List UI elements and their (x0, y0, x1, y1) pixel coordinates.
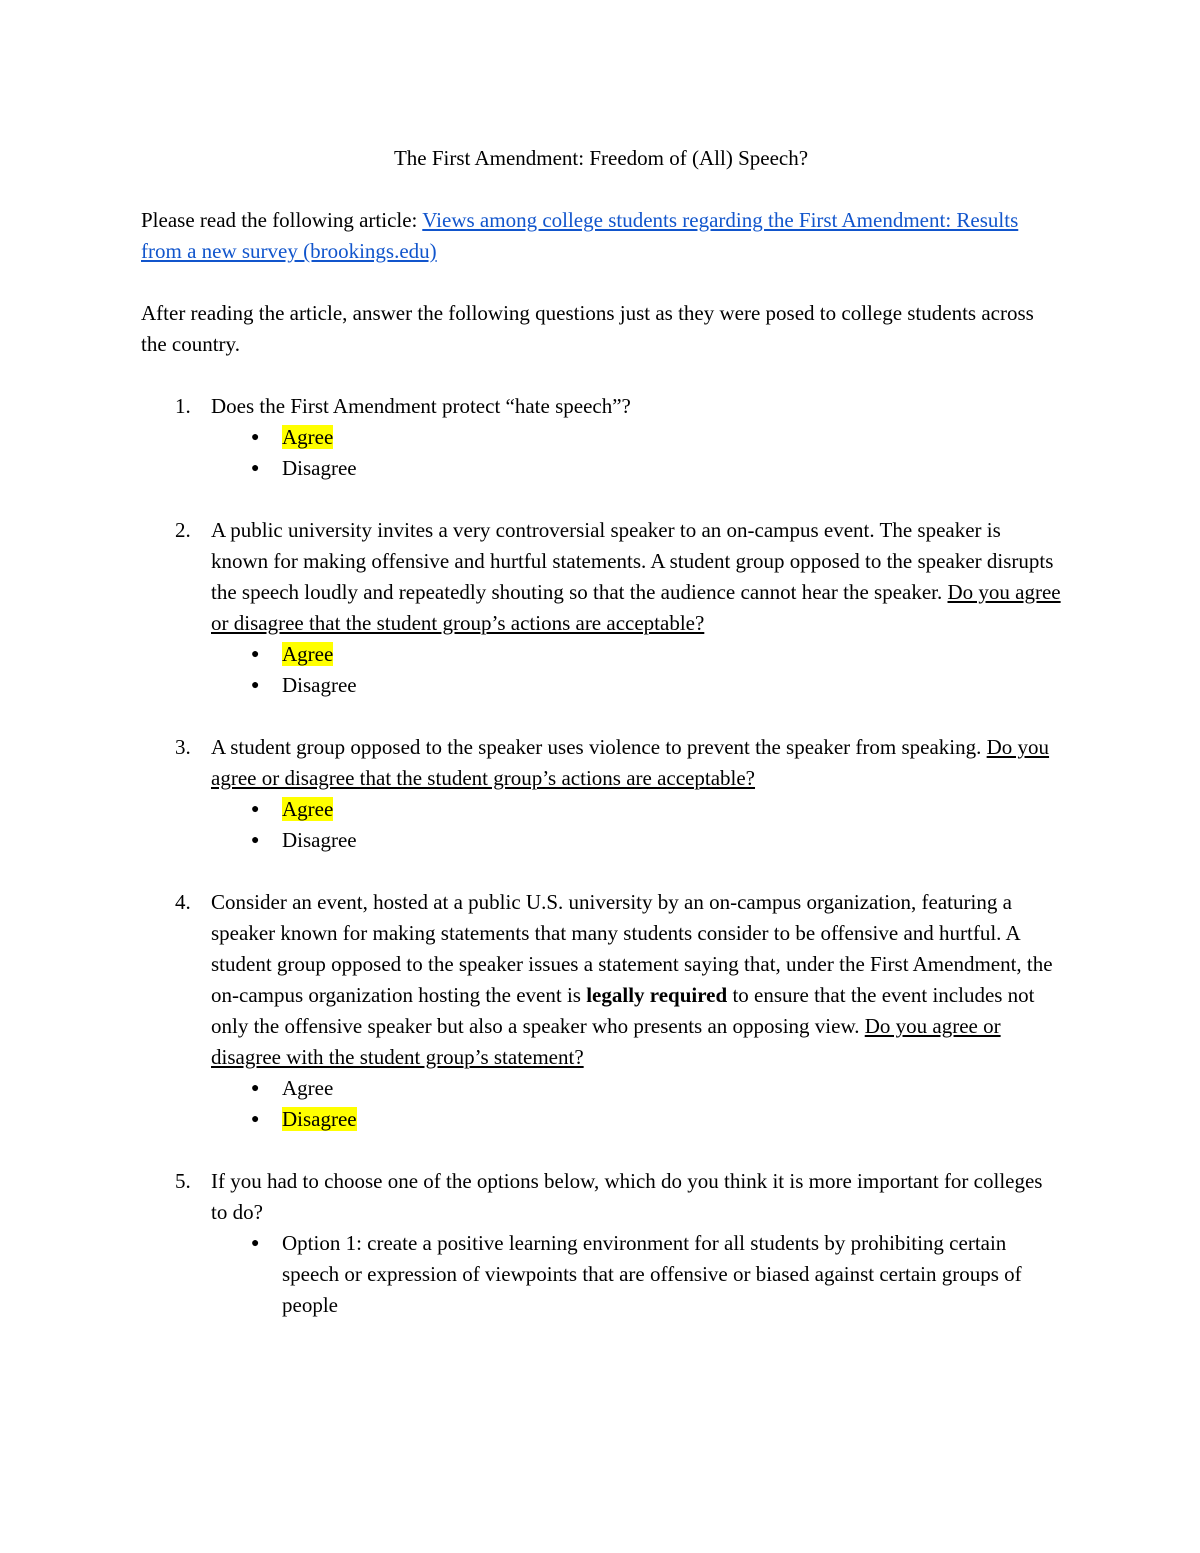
question-body: Consider an event, hosted at a public U.S. university by an on-campus organization, featuring a speaker known for making statements that many students consider to be offensive and hurtful. A student group opposed to the speaker issues a statement saying that, under the First Amendment, the on-campus organization hosting the event is (211, 890, 1053, 1007)
option-label: Disagree (282, 828, 357, 852)
question-prompt: Do you agree or disagree with the student group’s statement? (211, 1014, 1001, 1069)
option-agree[interactable] (211, 422, 1061, 453)
option-agree[interactable] (211, 1073, 1061, 1104)
option-agree[interactable] (211, 639, 1061, 670)
bullet-icon: ● (251, 461, 260, 476)
question-text (211, 887, 1061, 1073)
option-list (211, 1228, 1061, 1321)
option-disagree[interactable] (211, 453, 1061, 484)
option-label: Disagree (282, 673, 357, 697)
question-item (141, 391, 1061, 484)
option-label: Agree (282, 425, 334, 449)
option-label: Agree (282, 797, 334, 821)
bullet-icon: ● (251, 802, 260, 817)
intro-prefix: Please read the following article: (141, 208, 423, 232)
question-emphasis: legally required (586, 983, 728, 1007)
option-list (211, 422, 1061, 484)
question-item (141, 887, 1061, 1135)
bullet-icon: ● (251, 647, 260, 662)
question-number: 2. (175, 518, 191, 542)
option-label: Agree (282, 642, 334, 666)
bullet-icon: ● (251, 678, 260, 693)
bullet-icon: ● (251, 1236, 260, 1251)
bullet-icon: ● (251, 1081, 260, 1096)
option-1[interactable] (211, 1228, 1061, 1321)
option-list (211, 639, 1061, 701)
intro-paragraph (141, 205, 1061, 267)
question-text (211, 732, 1061, 794)
document-page (141, 143, 1061, 1352)
question-prompt: Do you agree or disagree that the student group’s actions are acceptable? (211, 580, 1061, 635)
question-number: 3. (175, 735, 191, 759)
question-item (141, 1166, 1061, 1321)
option-label: Disagree (282, 456, 357, 480)
bullet-icon: ● (251, 430, 260, 445)
option-label: Agree (282, 1076, 334, 1100)
option-label: Option 1: create a positive learning environment for all students by prohibiting certain speech or expression of viewpoints that are offensive or biased against certain groups of people (282, 1231, 1022, 1317)
option-list (211, 1073, 1061, 1135)
option-label: Disagree (282, 1107, 357, 1131)
bullet-icon: ● (251, 833, 260, 848)
option-disagree[interactable] (211, 1104, 1061, 1135)
bullet-icon: ● (251, 1112, 260, 1127)
question-body: A public university invites a very controversial speaker to an on-campus event. The speaker is known for making offensive and hurtful statements. A student group opposed to the speaker disrupts the speech loudly and repeatedly shouting so that the audience cannot hear the speaker. (211, 518, 1054, 604)
question-number: 4. (175, 890, 191, 914)
option-disagree[interactable] (211, 670, 1061, 701)
article-link[interactable]: Views among college students regarding the First Amendment: Results from a new survey (brookings.edu) (141, 208, 1019, 263)
question-body-continued: to ensure that the event includes not only the offensive speaker but also a speaker who presents an opposing view. (211, 983, 1035, 1038)
question-prompt: Do you agree or disagree that the student group’s actions are acceptable? (211, 735, 1050, 790)
question-number: 1. (175, 394, 191, 418)
question-item (141, 732, 1061, 856)
option-disagree[interactable] (211, 825, 1061, 856)
question-text (211, 515, 1061, 639)
question-list (141, 391, 1061, 1321)
question-body: A student group opposed to the speaker uses violence to prevent the speaker from speaking. (211, 735, 987, 759)
question-item (141, 515, 1061, 701)
question-number: 5. (175, 1169, 191, 1193)
document-title: The First Amendment: Freedom of (All) Speech? (393, 146, 809, 170)
option-list (211, 794, 1061, 856)
question-text: Does the First Amendment protect “hate speech”? (211, 394, 631, 418)
question-text: If you had to choose one of the options below, which do you think it is more important for colleges to do? (211, 1169, 1043, 1224)
instruction-paragraph: After reading the article, answer the following questions just as they were posed to college students across the country. (141, 301, 1034, 356)
option-agree[interactable] (211, 794, 1061, 825)
